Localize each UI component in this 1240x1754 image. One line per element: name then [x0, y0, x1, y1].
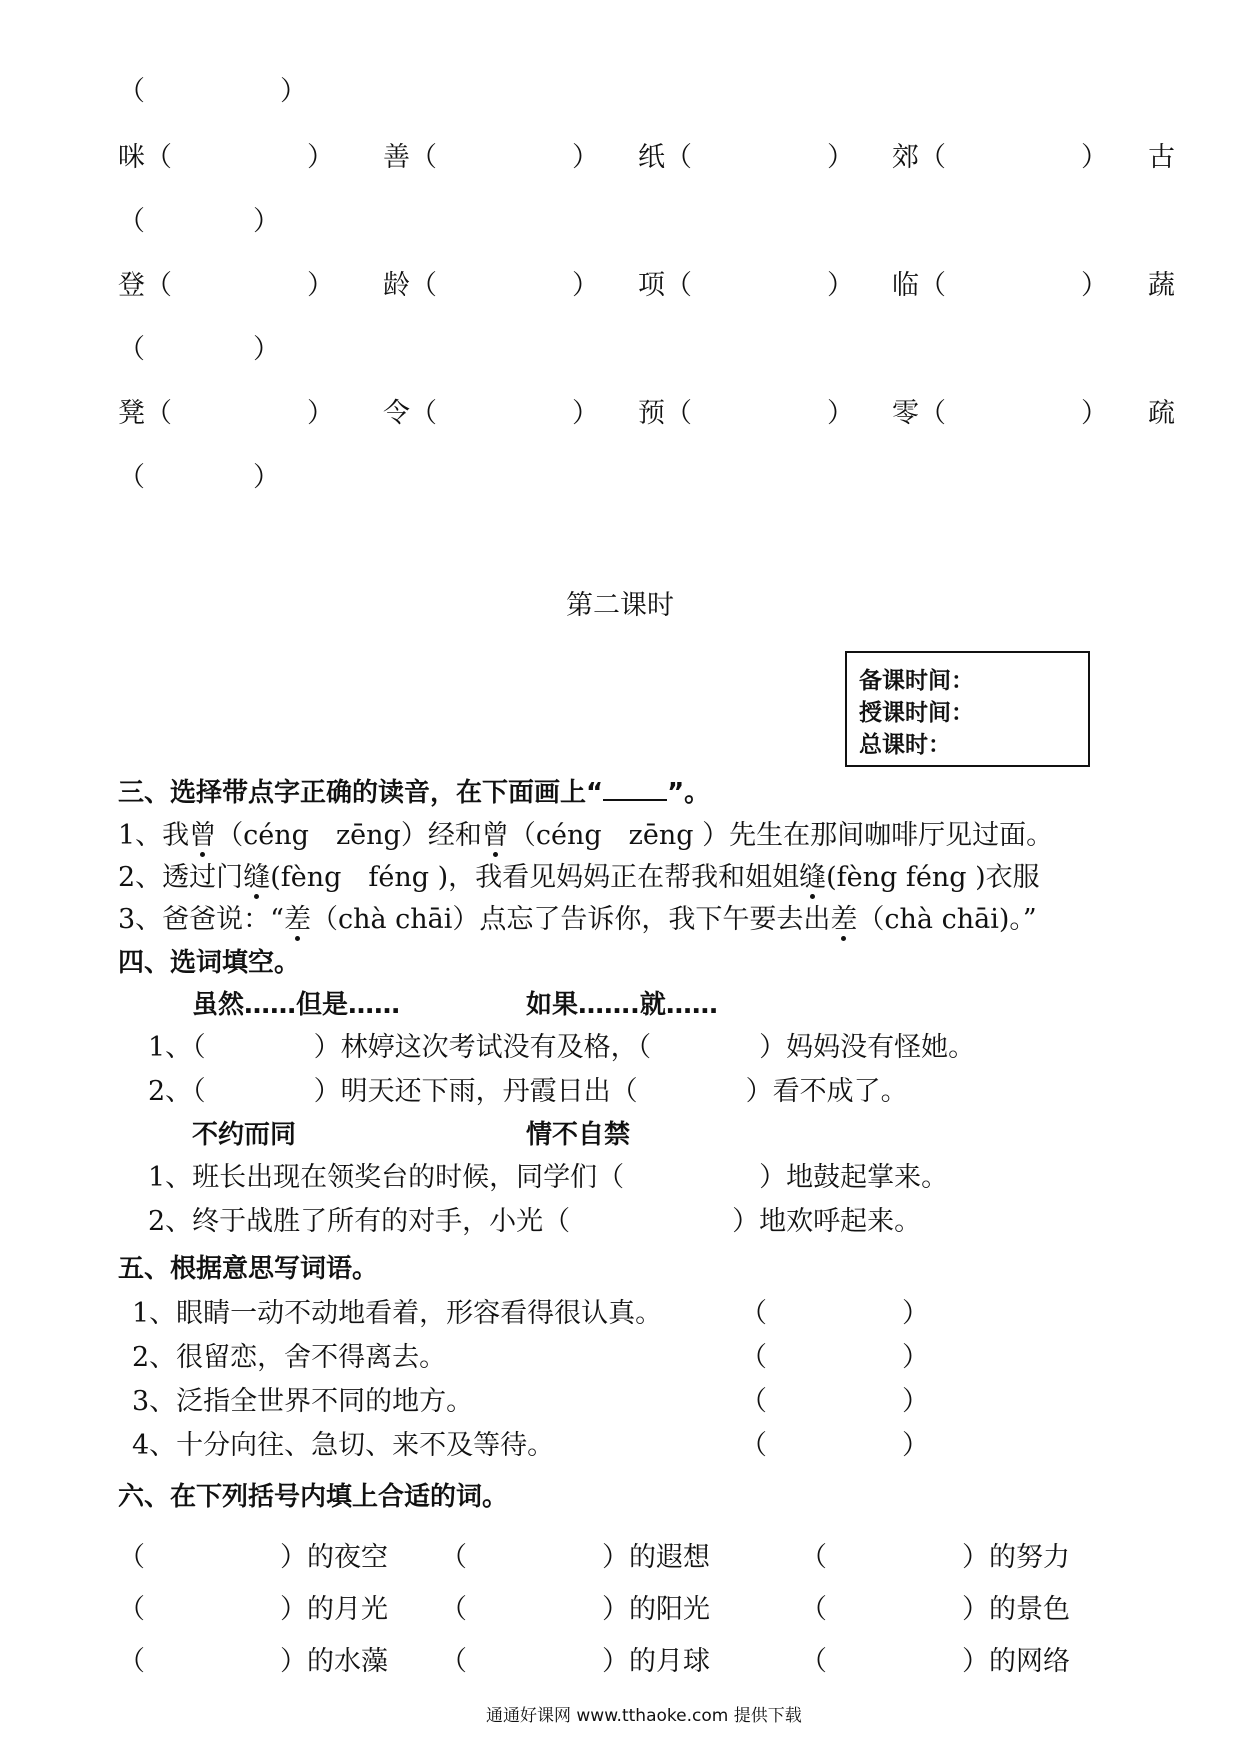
section3-heading-pre: 三、选择带点字正确的读音，在下面画上“ [118, 778, 604, 808]
question-line: 1、班长出现在领奖台的时候，同学们（ ）地鼓起掌来。 [148, 1162, 949, 1193]
dotted-char: 差 [830, 904, 858, 935]
char-blank: 临（ ） [892, 270, 1108, 301]
q-text: （céng zēng）经和 [216, 820, 482, 851]
q-text: 1、我 [118, 820, 190, 851]
word-choice: 情不自禁 [526, 1120, 631, 1150]
dotted-char: 曾 [481, 820, 509, 851]
fill-item: （ ）的网络 [800, 1646, 1070, 1677]
paren-blank: （ ） [118, 462, 280, 493]
answer-paren: （ ） [740, 1342, 929, 1373]
fill-item: （ ）的月球 [440, 1646, 710, 1677]
paren-blank: （ ） [118, 334, 280, 365]
total-hours-label: 总课时： [859, 732, 951, 758]
question-line: 1、眼睛一动不动地看着，形容看得很认真。 [132, 1298, 663, 1329]
prep-time-box [845, 651, 1090, 767]
dotted-char: 差 [283, 904, 311, 935]
teach-time-label: 授课时间： [859, 700, 974, 726]
underline-sample [603, 781, 667, 801]
section5-heading: 五、根据意思写词语。 [118, 1254, 379, 1284]
answer-paren: （ ） [740, 1430, 929, 1461]
dotted-char: 曾 [189, 820, 217, 851]
char-blank: 凳（ ） [118, 398, 334, 429]
question-line: 3、泛指全世界不同的地方。 [132, 1386, 474, 1417]
char-blank: 登（ ） [118, 270, 334, 301]
question-line [118, 864, 1040, 891]
section3-heading [118, 780, 710, 806]
q-text: （chà chāi）点忘了告诉你，我下午要去出 [310, 904, 831, 935]
dotted-char: 缝 [243, 862, 271, 893]
paren-blank: （ ） [118, 76, 307, 107]
char-blank: 零（ ） [892, 398, 1108, 429]
q-text: 2、透过门 [118, 862, 244, 893]
word-choice: 如果…….就…… [526, 990, 718, 1020]
q-text: (fèng féng )衣服 [826, 862, 1040, 893]
dotted-char: 缝 [799, 862, 827, 893]
question-line: 1、（ ）林婷这次考试没有及格，（ ）妈妈没有怪她。 [148, 1032, 976, 1063]
char-tail: 疏 [1148, 398, 1175, 429]
question-line [118, 906, 1037, 933]
word-choice: 虽然……但是…… [192, 990, 401, 1020]
prep-time-label: 备课时间： [859, 668, 974, 694]
lesson-title: 第二课时 [566, 590, 674, 621]
char-blank: 预（ ） [638, 398, 854, 429]
char-blank: 令（ ） [383, 398, 599, 429]
fill-item: （ ）的景色 [800, 1594, 1070, 1625]
q-text: 3、爸爸说：“ [118, 904, 284, 935]
char-blank: 龄（ ） [383, 270, 599, 301]
fill-item: （ ）的努力 [800, 1542, 1070, 1573]
fill-item: （ ）的遐想 [440, 1542, 710, 1573]
question-line: 2、很留恋，舍不得离去。 [132, 1342, 447, 1373]
question-line: 2、终于战胜了所有的对手，小光（ ）地欢呼起来。 [148, 1206, 922, 1237]
q-text: （chà chāi)。” [857, 904, 1037, 935]
section6-heading: 六、在下列括号内填上合适的词。 [118, 1482, 509, 1512]
char-tail: 古 [1148, 142, 1175, 173]
answer-paren: （ ） [740, 1298, 929, 1329]
q-text: （céng zēng ）先生在那间咖啡厅见过面。 [508, 820, 1054, 851]
answer-paren: （ ） [740, 1386, 929, 1417]
fill-item: （ ）的月光 [118, 1594, 388, 1625]
paren-blank: （ ） [118, 206, 280, 237]
question-line [118, 822, 1053, 849]
word-choice: 不约而同 [192, 1120, 297, 1150]
char-blank: 郊（ ） [892, 142, 1108, 173]
section3-heading-post: ”。 [667, 778, 711, 808]
fill-item: （ ）的水藻 [118, 1646, 388, 1677]
char-blank: 善（ ） [383, 142, 599, 173]
fill-item: （ ）的阳光 [440, 1594, 710, 1625]
char-tail: 蔬 [1148, 270, 1175, 301]
char-blank: 咪（ ） [118, 142, 334, 173]
char-blank: 项（ ） [638, 270, 854, 301]
question-line: 4、十分向往、急切、来不及等待。 [132, 1430, 555, 1461]
char-blank: 纸（ ） [638, 142, 854, 173]
q-text: (fèng féng )，我看见妈妈正在帮我和姐姐 [270, 862, 800, 893]
footer-credit: 通通好课网 www.tthaoke.com 提供下载 [486, 1706, 802, 1726]
question-line: 2、（ ）明天还下雨，丹霞日出（ ）看不成了。 [148, 1076, 908, 1107]
fill-item: （ ）的夜空 [118, 1542, 388, 1573]
section4-heading: 四、选词填空。 [118, 948, 301, 978]
